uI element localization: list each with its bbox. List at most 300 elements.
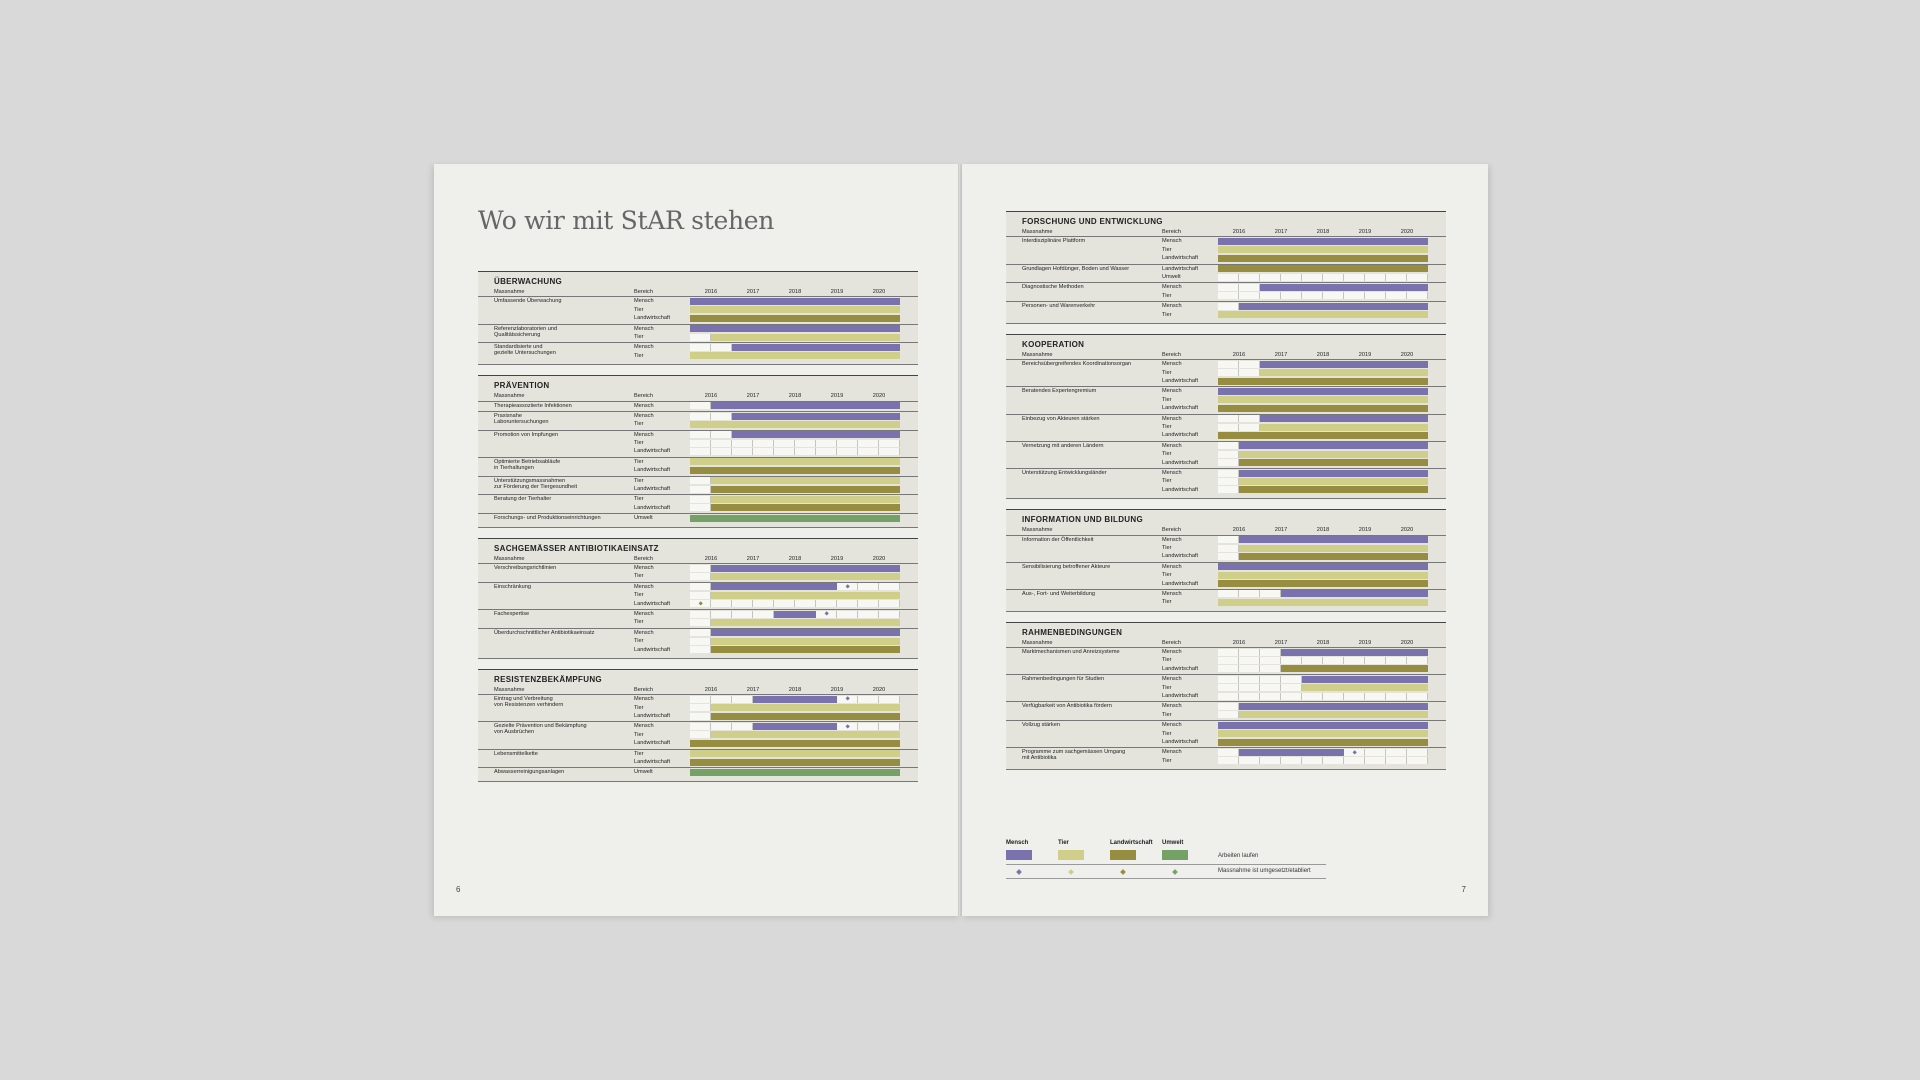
timeline-cell	[711, 448, 732, 455]
timeline-cell	[1218, 590, 1239, 597]
timeline-track	[1218, 757, 1428, 765]
timeline-cell	[690, 611, 711, 618]
massnahme-label: Vernetzung mit anderen Ländern	[1022, 442, 1104, 449]
timeline-track	[1218, 598, 1428, 606]
progress-bar-mensch	[1218, 238, 1428, 245]
timeline-track	[1218, 273, 1428, 281]
timeline-cell	[690, 592, 711, 599]
progress-bar-tier	[711, 477, 900, 484]
timeline-cell	[816, 448, 837, 455]
timeline-track	[1218, 450, 1428, 458]
timeline-track	[690, 466, 900, 474]
massnahme-label: Programme zum sachgemässen Umgang mit Antibiotika	[1022, 749, 1126, 762]
progress-bar-mensch	[1260, 284, 1428, 291]
timeline-track	[1218, 648, 1428, 656]
header-bereich: Bereich	[1162, 527, 1181, 534]
timeline-cell	[711, 723, 732, 730]
timeline-track	[1218, 442, 1428, 450]
bereich-label: Mensch	[1162, 536, 1182, 543]
bereich-label: Mensch	[1162, 703, 1182, 710]
timeline-row	[1006, 359, 1446, 368]
progress-bar-tier	[1218, 396, 1428, 403]
timeline-cell	[690, 696, 711, 703]
bereich-label: Mensch	[1162, 361, 1182, 368]
section-title: RESISTENZBEKÄMPFUNG	[494, 674, 602, 684]
bereich-label: Mensch	[1162, 415, 1182, 422]
timeline-cell	[1218, 459, 1239, 466]
bereich-label: Tier	[634, 638, 644, 645]
bereich-label: Tier	[1162, 657, 1172, 664]
progress-bar-mensch	[753, 723, 837, 730]
timeline-track	[1218, 738, 1428, 746]
timeline-cell	[1239, 665, 1260, 672]
timeline-cell	[1365, 693, 1386, 700]
massnahme-label: Sensibilisierung betroffener Akteure	[1022, 563, 1111, 570]
timeline-cell	[1218, 693, 1239, 700]
timeline-row	[478, 447, 918, 455]
progress-bar-mensch	[1239, 303, 1428, 310]
bereich-label: Landwirtschaft	[634, 646, 671, 653]
timeline-cell	[1386, 693, 1407, 700]
progress-bar-mensch	[690, 298, 900, 305]
timeline-cell	[690, 334, 711, 341]
section-title: INFORMATION UND BILDUNG	[1022, 515, 1143, 525]
progress-bar-mensch	[1281, 590, 1428, 597]
timeline-cell	[753, 611, 774, 618]
timeline-cell	[1407, 292, 1428, 299]
timeline-header	[478, 686, 918, 694]
bereich-label: Tier	[1162, 396, 1172, 403]
section-title: SACHGEMÄSSER ANTIBIOTIKAEINSATZ	[494, 543, 659, 553]
timeline-row	[478, 749, 918, 758]
section	[478, 375, 918, 527]
massnahme-label: Interdisziplinäre Plattform	[1022, 238, 1086, 245]
timeline-row	[478, 306, 918, 314]
timeline-cell	[711, 344, 732, 351]
legend-heading-mensch: Mensch	[1006, 840, 1029, 846]
timeline-track	[1218, 711, 1428, 719]
header-year: 2020	[1400, 229, 1414, 235]
massnahme-label: Beratendes Expertengremium	[1022, 388, 1097, 395]
header-year: 2018	[1316, 527, 1330, 534]
progress-bar-landwirtschaft	[690, 740, 900, 747]
bereich-label: Mensch	[634, 412, 654, 419]
progress-bar-landwirtschaft	[690, 467, 900, 474]
timeline-cell	[690, 704, 711, 711]
timeline-cell	[1239, 361, 1260, 368]
bereich-label: Mensch	[1162, 722, 1182, 729]
progress-bar-mensch	[1239, 536, 1428, 543]
timeline-row	[1006, 441, 1446, 450]
timeline-cell	[1218, 361, 1239, 368]
timeline-row	[1006, 396, 1446, 404]
bereich-label: Tier	[634, 421, 644, 428]
section	[1006, 334, 1446, 499]
header-year: 2016	[704, 289, 718, 295]
timeline-cell	[1218, 545, 1239, 552]
bereich-label: Tier	[1162, 424, 1172, 431]
timeline-track	[690, 412, 900, 420]
timeline-cell	[1218, 684, 1239, 691]
timeline-cell	[1323, 274, 1344, 281]
progress-bar-landwirtschaft	[1218, 432, 1428, 439]
timeline-track	[690, 352, 900, 360]
timeline-cell	[1407, 274, 1428, 281]
timeline-track	[690, 629, 900, 637]
timeline-row	[478, 401, 918, 410]
timeline-cell	[690, 504, 711, 511]
timeline-cell	[1218, 749, 1239, 756]
timeline-cell	[690, 477, 711, 484]
progress-bar-tier	[1239, 711, 1428, 718]
progress-bar-mensch	[711, 629, 900, 636]
timeline-row	[478, 704, 918, 712]
header-year: 2018	[788, 555, 802, 562]
timeline-cell	[1260, 693, 1281, 700]
massnahme-label: Unterstützung Entwicklungsländer	[1022, 469, 1107, 476]
timeline-track	[690, 306, 900, 314]
timeline-cell	[1218, 553, 1239, 560]
timeline-cell	[1260, 757, 1281, 764]
timeline-cell	[1260, 649, 1281, 656]
massnahme-label: Diagnostische Methoden	[1022, 284, 1084, 291]
timeline-track	[690, 485, 900, 493]
bereich-label: Landwirtschaft	[1162, 665, 1199, 672]
timeline-row	[1006, 598, 1446, 606]
section-title: KOOPERATION	[1022, 339, 1085, 349]
timeline-cell	[1281, 693, 1302, 700]
timeline-cell	[1218, 649, 1239, 656]
bereich-label: Mensch	[1162, 469, 1182, 476]
progress-bar-mensch	[1218, 563, 1428, 570]
timeline-row	[1006, 423, 1446, 431]
timeline-row	[1006, 369, 1446, 377]
massnahme-label: Grundlagen Hofdünger, Boden und Wasser	[1022, 265, 1130, 272]
timeline-cell	[690, 565, 711, 572]
timeline-row	[1006, 544, 1446, 552]
progress-bar-mensch	[753, 696, 837, 703]
massnahme-label: Lebensmittelkette	[494, 750, 538, 757]
timeline-cell	[1239, 284, 1260, 291]
timeline-row	[478, 600, 918, 608]
legend-diamond-mensch	[1016, 869, 1022, 875]
timeline-row	[1006, 301, 1446, 310]
massnahme-label: Aus-, Fort- und Weiterbildung	[1022, 590, 1095, 597]
header-year: 2020	[1400, 639, 1414, 646]
bereich-label: Mensch	[634, 629, 654, 636]
header-massnahme: Massnahme	[1022, 639, 1053, 646]
timeline-row	[1006, 701, 1446, 710]
bereich-label: Landwirtschaft	[1162, 265, 1199, 272]
bereich-label: Tier	[634, 458, 644, 465]
bereich-label: Mensch	[1162, 238, 1182, 245]
header-massnahme: Massnahme	[1022, 351, 1053, 358]
timeline-track	[1218, 552, 1428, 560]
timeline-cell	[690, 723, 711, 730]
timeline-cell	[858, 440, 879, 447]
header-year: 2018	[788, 289, 802, 295]
timeline-row	[478, 712, 918, 720]
progress-bar-mensch	[1218, 722, 1428, 729]
header-year: 2017	[1274, 527, 1288, 534]
header-bereich: Bereich	[634, 686, 653, 693]
progress-bar-landwirtschaft	[1218, 255, 1428, 262]
bereich-label: Tier	[634, 333, 644, 340]
timeline-cell	[1218, 451, 1239, 458]
legend-swatch-umwelt	[1162, 850, 1188, 860]
progress-bar-mensch	[1239, 470, 1428, 477]
timeline-cell	[690, 583, 711, 590]
header-year: 2020	[872, 289, 886, 295]
timeline-cell	[690, 619, 711, 626]
timeline-track	[1218, 459, 1428, 467]
section	[478, 271, 918, 365]
timeline-track	[1218, 311, 1428, 319]
timeline-cell	[1218, 424, 1239, 431]
timeline-track	[1218, 692, 1428, 700]
bereich-label: Landwirtschaft	[1162, 693, 1199, 700]
timeline-track	[1218, 469, 1428, 477]
bereich-label: Tier	[634, 496, 644, 503]
header-massnahme: Massnahme	[494, 289, 525, 295]
timeline-cell	[1218, 415, 1239, 422]
timeline-track	[1218, 292, 1428, 300]
timeline-cell	[795, 448, 816, 455]
timeline-track	[1218, 302, 1428, 310]
timeline-cell	[837, 440, 858, 447]
timeline-cell	[690, 731, 711, 738]
timeline-track	[1218, 404, 1428, 412]
bereich-label: Umwelt	[634, 515, 653, 522]
timeline-cell	[858, 600, 879, 607]
progress-bar-landwirtschaft	[1218, 405, 1428, 412]
timeline-track	[1218, 369, 1428, 377]
progress-bar-tier	[1218, 599, 1428, 606]
timeline-cell	[1218, 284, 1239, 291]
bereich-label: Mensch	[634, 723, 654, 730]
timeline-cell	[711, 611, 732, 618]
bereich-label: Mensch	[634, 610, 654, 617]
timeline-row	[478, 420, 918, 428]
timeline-row	[1006, 292, 1446, 300]
bereich-label: Umwelt	[1162, 273, 1181, 280]
timeline-row	[1006, 656, 1446, 664]
timeline-track	[690, 637, 900, 645]
timeline-cell	[711, 413, 732, 420]
timeline-track	[690, 646, 900, 654]
timeline-row	[1006, 647, 1446, 656]
bereich-label: Tier	[1162, 711, 1172, 718]
progress-bar-tier	[711, 592, 900, 599]
header-bereich: Bereich	[634, 555, 653, 562]
massnahme-label: Gezielte Prävention und Bekämpfung von Ausbrüchen	[494, 723, 587, 736]
timeline-cell	[732, 448, 753, 455]
progress-bar-tier	[690, 421, 900, 428]
header-year: 2018	[1316, 639, 1330, 646]
header-year: 2017	[1274, 639, 1288, 646]
header-year: 2017	[746, 393, 760, 400]
page-number-right: 7	[1461, 885, 1466, 894]
timeline-row	[478, 628, 918, 637]
bereich-label: Mensch	[1162, 303, 1182, 310]
timeline-row	[478, 430, 918, 439]
timeline-row	[1006, 692, 1446, 700]
timeline-row	[1006, 311, 1446, 319]
timeline-row	[478, 296, 918, 305]
timeline-cell	[1239, 424, 1260, 431]
timeline-track	[1218, 431, 1428, 439]
timeline-header	[478, 392, 918, 400]
timeline-header	[478, 555, 918, 563]
timeline-row	[478, 637, 918, 645]
progress-bar-landwirtschaft	[711, 504, 900, 511]
massnahme-label: Standardisierte und gezielte Untersuchungen	[494, 344, 556, 357]
timeline-row	[478, 333, 918, 341]
massnahme-label: Promotion von Impfungen	[494, 431, 559, 438]
timeline-row	[1006, 459, 1446, 467]
timeline-track	[690, 722, 900, 730]
timeline-row	[478, 466, 918, 474]
progress-bar-landwirtschaft	[690, 315, 900, 322]
timeline-cell	[711, 440, 732, 447]
timeline-cell	[711, 600, 732, 607]
progress-bar-mensch	[732, 431, 900, 438]
massnahme-label: Optimierte Betriebsabläufe in Tierhaltungen	[494, 458, 561, 471]
progress-bar-tier	[1239, 451, 1428, 458]
timeline-cell	[1260, 665, 1281, 672]
header-year: 2019	[830, 555, 844, 562]
timeline-cell	[858, 723, 879, 730]
timeline-cell	[1218, 274, 1239, 281]
bereich-label: Mensch	[1162, 676, 1182, 683]
page-title: Wo wir mit StAR stehen	[478, 206, 775, 235]
timeline-cell	[1344, 657, 1365, 664]
header-year: 2020	[1400, 351, 1414, 358]
header-massnahme: Massnahme	[494, 686, 525, 693]
timeline-track	[690, 618, 900, 626]
timeline-cell	[1386, 292, 1407, 299]
progress-bar-mensch	[711, 565, 900, 572]
timeline-cell	[1239, 649, 1260, 656]
bereich-label: Umwelt	[634, 769, 653, 776]
massnahme-label: Unterstützungsmassnahmen zur Förderung der Tiergesundheit	[494, 477, 578, 490]
progress-bar-landwirtschaft	[1218, 580, 1428, 587]
timeline-cell	[732, 611, 753, 618]
header-bereich: Bereich	[634, 289, 653, 295]
timeline-row	[478, 739, 918, 747]
progress-bar-mensch	[690, 325, 900, 332]
timeline-row	[1006, 246, 1446, 254]
timeline-track	[1218, 246, 1428, 254]
progress-bar-mensch	[711, 402, 900, 409]
header-year: 2020	[1400, 527, 1414, 534]
bereich-label: Mensch	[634, 431, 654, 438]
timeline-row	[1006, 486, 1446, 494]
timeline-track	[1218, 656, 1428, 664]
legend-running-text: Arbeiten laufen	[1218, 853, 1259, 859]
progress-bar-tier	[1239, 545, 1428, 552]
timeline-track	[1218, 675, 1428, 683]
header-year: 2018	[788, 686, 802, 693]
timeline-track	[690, 431, 900, 439]
timeline-cell	[858, 448, 879, 455]
progress-bar-tier	[1218, 572, 1428, 579]
timeline-track	[1218, 580, 1428, 588]
timeline-cell	[1302, 757, 1323, 764]
timeline-cell	[879, 600, 900, 607]
timeline-cell	[1323, 657, 1344, 664]
legend-swatch-landwirtschaft	[1110, 850, 1136, 860]
progress-bar-mensch	[1218, 388, 1428, 395]
legend-diamond-tier	[1068, 869, 1074, 875]
massnahme-label: Eintrag und Verbreitung von Resistenzen verhindern	[494, 696, 564, 709]
bereich-label: Landwirtschaft	[1162, 405, 1199, 412]
section-title: PRÄVENTION	[494, 381, 550, 391]
timeline-track	[1218, 254, 1428, 262]
bereich-label: Tier	[1162, 544, 1172, 551]
timeline-cell	[1302, 274, 1323, 281]
progress-bar-tier	[1218, 311, 1428, 318]
timeline-cell	[1218, 676, 1239, 683]
timeline-track	[1218, 571, 1428, 579]
bereich-label: Tier	[1162, 599, 1172, 606]
timeline-track	[690, 314, 900, 322]
timeline-cell	[753, 440, 774, 447]
legend-heading-tier: Tier	[1058, 840, 1069, 846]
bereich-label: Landwirtschaft	[1162, 255, 1199, 262]
timeline-track	[690, 739, 900, 747]
timeline-row	[478, 485, 918, 493]
timeline-cell	[1365, 757, 1386, 764]
timeline-cell	[732, 600, 753, 607]
bereich-label: Landwirtschaft	[634, 504, 671, 511]
header-massnahme: Massnahme	[1022, 229, 1053, 235]
header-bereich: Bereich	[1162, 351, 1181, 358]
timeline-cell	[1365, 292, 1386, 299]
timeline-row	[1006, 414, 1446, 423]
bereich-label: Mensch	[1162, 590, 1182, 597]
massnahme-label: Abwasserreinigungsanlagen	[494, 769, 565, 776]
timeline-cell	[1218, 292, 1239, 299]
massnahme-label: Umfassende Überwachung	[494, 298, 562, 305]
legend-heading-landwirtschaft: Landwirtschaft	[1110, 840, 1153, 846]
timeline-cell	[711, 431, 732, 438]
timeline-cell	[690, 486, 711, 493]
timeline-track	[1218, 563, 1428, 571]
timeline-row	[478, 731, 918, 739]
timeline-row	[478, 618, 918, 626]
header-year: 2017	[746, 555, 760, 562]
timeline-cell	[858, 583, 879, 590]
progress-bar-mensch	[711, 583, 837, 590]
bereich-label: Mensch	[1162, 442, 1182, 449]
timeline-row	[1006, 711, 1446, 719]
header-year: 2016	[704, 686, 718, 693]
progress-bar-umwelt	[690, 515, 900, 522]
header-year: 2018	[1316, 229, 1330, 235]
timeline-row	[1006, 264, 1446, 273]
timeline-row	[1006, 730, 1446, 738]
legend-heading-umwelt: Umwelt	[1162, 840, 1184, 846]
timeline-header	[1006, 526, 1446, 534]
timeline-row	[1006, 273, 1446, 281]
progress-bar-landwirtschaft	[1239, 553, 1428, 560]
bereich-label: Tier	[634, 592, 644, 599]
massnahme-label: Praxisnahe Laboruntersuchungen	[494, 412, 549, 425]
timeline-row	[1006, 377, 1446, 385]
legend-divider	[1006, 864, 1326, 865]
progress-bar-landwirtschaft	[1218, 378, 1428, 385]
